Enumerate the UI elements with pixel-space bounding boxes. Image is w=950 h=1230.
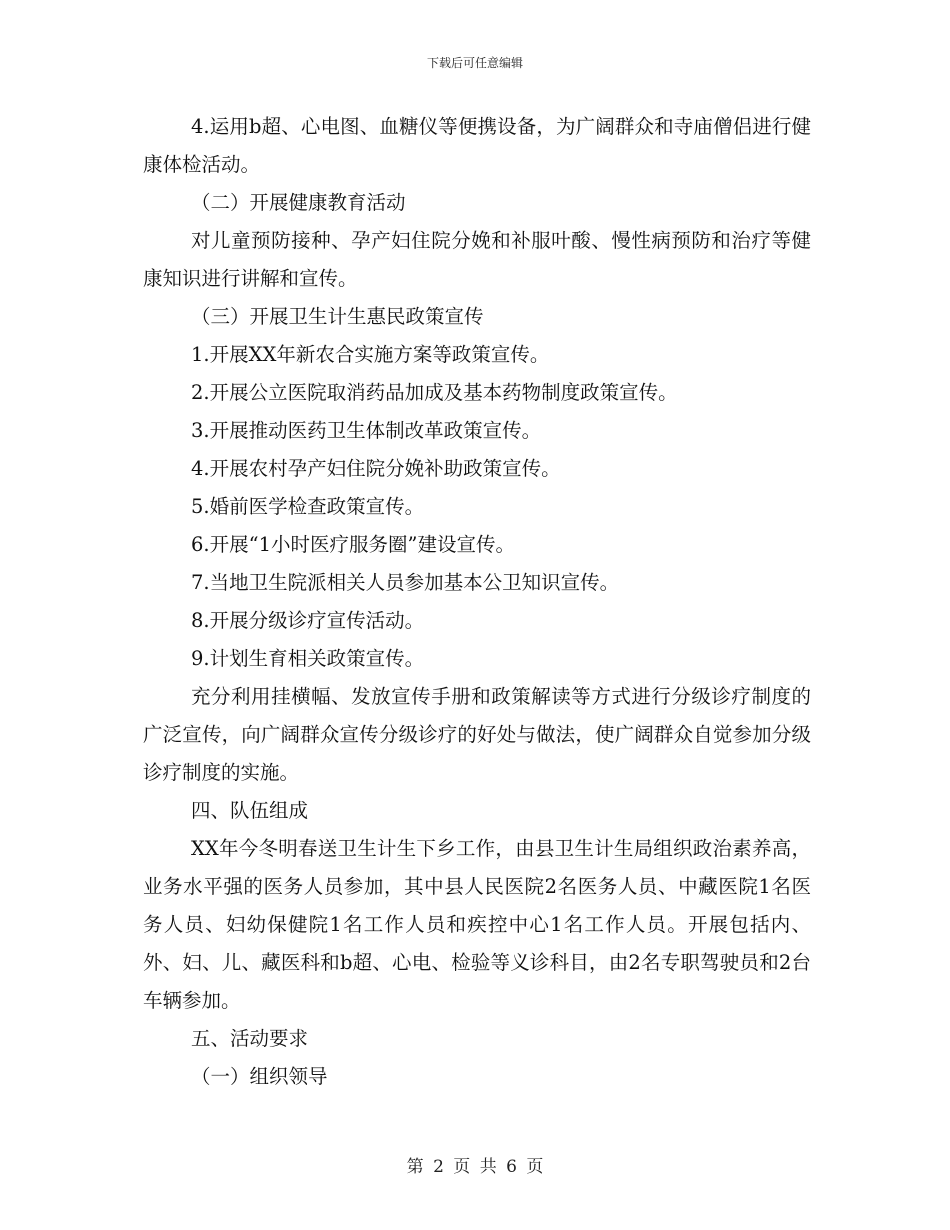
- list-item-3: 3.开展推动医药卫生体制改革政策宣传。: [191, 419, 542, 442]
- section-heading-2: （二）开展健康教育活动: [191, 191, 406, 214]
- paragraph-16: XX年今冬明春送卫生计生下乡工作，由县卫生计生局组织政治素养高，业务水平强的医务人员参加，其中县人民医院2名医务人员、中藏医院1名医务人员、妇幼保健院1名工作人员和疾控中心1名工作人员。开展包括内、外、妇、儿、藏医科和b超、心电、检验等义诊科目，由2名专职驾驶员和2台车辆参加。: [143, 837, 811, 1012]
- section-heading-3: （三）开展卫生计生惠民政策宣传: [191, 305, 484, 328]
- page-footer: 第 2 页 共 6 页: [406, 1157, 544, 1177]
- paragraph-1: 4.运用b超、心电图、血糖仪等便携设备，为广阔群众和寺庙僧侣进行健康体检活动。: [143, 115, 811, 176]
- list-item-2: 2.开展公立医院取消药品加成及基本药物制度政策宣传。: [191, 381, 678, 404]
- list-item-7: 7.当地卫生院派相关人员参加基本公卫知识宣传。: [191, 571, 620, 594]
- document-body: [143, 108, 811, 1096]
- section-heading-4: 四、队伍组成: [191, 799, 309, 822]
- section-heading-5: 五、活动要求: [191, 1027, 309, 1050]
- page-header: 下载后可任意编辑: [426, 56, 523, 70]
- list-item-9: 9.计划生育相关政策宣传。: [191, 647, 425, 670]
- paragraph-14: 充分利用挂横幅、发放宣传手册和政策解读等方式进行分级诊疗制度的广泛宣传，向广阔群众宣传分级诊疗的好处与做法，使广阔群众自觉参加分级诊疗制度的实施。: [143, 685, 811, 784]
- subsection-heading-1: （一）组织领导: [191, 1065, 328, 1088]
- list-item-4: 4.开展农村孕产妇住院分娩补助政策宣传。: [191, 457, 561, 480]
- paragraph-3: 对儿童预防接种、孕产妇住院分娩和补服叶酸、慢性病预防和治疗等健康知识进行讲解和宣传。: [143, 229, 811, 290]
- list-item-8: 8.开展分级诊疗宣传活动。: [191, 609, 425, 632]
- list-item-1: 1.开展XX年新农合实施方案等政策宣传。: [191, 343, 550, 366]
- list-item-5: 5.婚前医学检查政策宣传。: [191, 495, 425, 518]
- list-item-6: 6.开展“1小时医疗服务圈”建设宣传。: [191, 533, 515, 556]
